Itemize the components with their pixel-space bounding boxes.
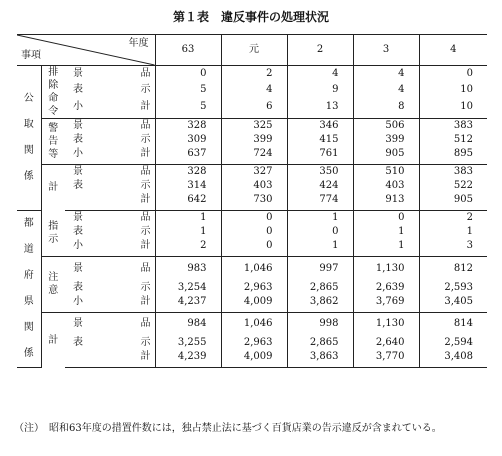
value-cell: 4,239	[155, 350, 221, 368]
table-row	[17, 336, 487, 350]
value-cell: 2,593	[419, 281, 487, 295]
group-label-char: 令	[48, 106, 59, 117]
value-cell: 2,963	[221, 281, 287, 295]
item-label-left: 小	[73, 100, 83, 112]
group-label-char: 注	[48, 272, 59, 284]
table-row	[17, 98, 487, 118]
value-cell: 983	[155, 257, 221, 281]
value-cell: 3,405	[419, 295, 487, 313]
value-cell: 0	[419, 66, 487, 83]
group-label-char: 意	[48, 285, 59, 297]
item-label-right: 示	[103, 179, 155, 193]
header-nendo: 年度	[128, 38, 149, 49]
value-cell: 4	[353, 66, 419, 83]
value-cell: 309	[155, 133, 221, 147]
value-cell: 9	[287, 82, 353, 98]
year-header-gan: 元	[221, 35, 287, 66]
item-label-right: 示	[103, 82, 155, 98]
value-cell: 8	[353, 98, 419, 118]
item-label-left	[65, 350, 103, 368]
year-header-63: 63	[155, 35, 221, 66]
value-cell: 424	[287, 179, 353, 193]
item-label-right: 計	[103, 147, 155, 165]
value-cell: 4	[353, 82, 419, 98]
value-cell: 730	[221, 193, 287, 211]
value-cell: 3,863	[287, 350, 353, 368]
value-cell: 0	[221, 211, 287, 226]
value-cell: 1,130	[353, 257, 419, 281]
value-cell: 5	[155, 98, 221, 118]
value-cell: 1	[419, 225, 487, 239]
table-row	[17, 225, 487, 239]
value-cell: 814	[419, 312, 487, 336]
item-label-right: 示	[103, 133, 155, 147]
value-cell: 2	[155, 239, 221, 257]
value-cell: 905	[419, 193, 487, 211]
value-cell: 642	[155, 193, 221, 211]
value-cell: 1	[155, 211, 221, 226]
item-label-right: 計	[103, 239, 155, 257]
value-cell: 399	[353, 133, 419, 147]
item-label-right: 品	[103, 257, 155, 281]
value-cell: 1	[155, 225, 221, 239]
value-cell: 383	[419, 119, 487, 134]
value-cell: 328	[155, 119, 221, 134]
item-label-right: 品	[103, 211, 155, 226]
item-label-left: 景	[73, 212, 83, 223]
value-cell: 10	[419, 98, 487, 118]
value-cell: 895	[419, 147, 487, 165]
value-cell: 6	[221, 98, 287, 118]
value-cell: 4,009	[221, 295, 287, 313]
value-cell: 403	[353, 179, 419, 193]
value-cell: 0	[221, 225, 287, 239]
value-cell: 1	[287, 239, 353, 257]
section-label	[17, 66, 41, 211]
value-cell: 2	[221, 66, 287, 83]
value-cell: 383	[419, 165, 487, 180]
value-cell: 1	[353, 225, 419, 239]
item-label-left: 景	[65, 312, 103, 336]
section-label-char: 都	[23, 218, 34, 229]
item-label-left	[65, 193, 103, 211]
value-cell: 761	[287, 147, 353, 165]
table-row	[17, 239, 487, 257]
table-row	[17, 281, 487, 295]
value-cell: 3,255	[155, 336, 221, 350]
value-cell: 13	[287, 98, 353, 118]
value-cell: 905	[353, 147, 419, 165]
section-label-char: 取	[23, 119, 34, 130]
table-row	[17, 119, 487, 134]
table-row	[17, 312, 487, 336]
section-label-char: 府	[23, 270, 34, 281]
value-cell: 3,769	[353, 295, 419, 313]
value-cell: 812	[419, 257, 487, 281]
header-jiko: 事項	[21, 50, 41, 61]
item-label-left: 景	[65, 257, 103, 281]
value-cell: 2,865	[287, 281, 353, 295]
group-label-char: 除	[48, 80, 59, 91]
group-label-char: 計	[48, 182, 59, 194]
value-cell: 350	[287, 165, 353, 180]
table-row	[17, 211, 487, 226]
value-cell: 314	[155, 179, 221, 193]
group-label-char: 告	[48, 136, 59, 147]
value-cell: 415	[287, 133, 353, 147]
value-cell: 0	[353, 211, 419, 226]
value-cell: 2,594	[419, 336, 487, 350]
value-cell: 327	[221, 165, 287, 180]
section-label-char: 道	[23, 244, 34, 255]
value-cell: 10	[419, 82, 487, 98]
item-label-right: 品	[103, 119, 155, 134]
value-cell: 998	[287, 312, 353, 336]
item-label-left: 表	[73, 134, 83, 145]
item-label-left: 小	[73, 240, 83, 251]
group-label	[41, 257, 65, 313]
item-label-left: 表	[73, 226, 83, 237]
value-cell: 5	[155, 82, 221, 98]
value-cell: 2,865	[287, 336, 353, 350]
value-cell: 4,237	[155, 295, 221, 313]
value-cell: 1,130	[353, 312, 419, 336]
group-label	[41, 211, 65, 257]
violation-table	[17, 34, 487, 368]
value-cell: 774	[287, 193, 353, 211]
item-label-right: 品	[103, 312, 155, 336]
value-cell: 724	[221, 147, 287, 165]
value-cell: 2,963	[221, 336, 287, 350]
table-row	[17, 257, 487, 281]
item-label-right: 計	[103, 193, 155, 211]
value-cell: 4	[221, 82, 287, 98]
value-cell: 997	[287, 257, 353, 281]
group-label-char: 指	[48, 221, 59, 233]
value-cell: 403	[221, 179, 287, 193]
group-label-char: 示	[48, 234, 59, 246]
value-cell: 2,639	[353, 281, 419, 295]
value-cell: 3,254	[155, 281, 221, 295]
section-label-char: 関	[23, 145, 34, 156]
group-label-char: 命	[48, 93, 59, 104]
value-cell: 0	[221, 239, 287, 257]
item-label-right: 示	[103, 336, 155, 350]
table-row	[17, 66, 487, 83]
table-row	[17, 165, 487, 180]
group-label-char: 計	[48, 334, 59, 346]
section-label-char: 公	[23, 93, 34, 104]
value-cell: 399	[221, 133, 287, 147]
page-title: 第１表 違反事件の処理状況	[172, 10, 329, 24]
section-label	[17, 211, 41, 368]
year-header-4: 4	[419, 35, 487, 66]
item-label-right: 計	[103, 350, 155, 368]
table-body	[17, 35, 487, 368]
table-row	[17, 82, 487, 98]
item-label-right: 計	[103, 295, 155, 313]
group-label-char: 警	[48, 123, 59, 134]
table-row	[17, 193, 487, 211]
value-cell: 1,046	[221, 257, 287, 281]
group-label	[41, 119, 65, 165]
section-label-char: 関	[23, 322, 34, 333]
group-label	[41, 312, 65, 368]
table-row	[17, 133, 487, 147]
value-cell: 1	[287, 211, 353, 226]
item-label-left: 表	[73, 180, 83, 191]
value-cell: 510	[353, 165, 419, 180]
item-label-left: 小	[73, 148, 83, 159]
table-row	[17, 295, 487, 313]
group-label	[41, 165, 65, 211]
group-label	[41, 66, 65, 119]
value-cell: 0	[287, 225, 353, 239]
item-label-left: 景	[65, 119, 103, 134]
item-label-left: 小	[73, 295, 83, 307]
table-row	[17, 147, 487, 165]
value-cell: 522	[419, 179, 487, 193]
year-header-2: 2	[287, 35, 353, 66]
section-label-char: 係	[23, 171, 34, 182]
table-row	[17, 350, 487, 368]
group-label-char: 等	[48, 149, 59, 160]
value-cell: 0	[155, 66, 221, 83]
item-label-right: 計	[103, 98, 155, 118]
value-cell: 3,408	[419, 350, 487, 368]
value-cell: 512	[419, 133, 487, 147]
year-header-3: 3	[353, 35, 419, 66]
value-cell: 4,009	[221, 350, 287, 368]
corner-header-cell	[17, 35, 155, 66]
item-label-left: 景	[65, 165, 103, 180]
footnote: （注） 昭和63年度の措置件数には，独占禁止法に基づく百貨店業の告示違反が含まれている。	[14, 423, 442, 434]
value-cell: 328	[155, 165, 221, 180]
value-cell: 4	[287, 66, 353, 83]
item-label-left: 表	[73, 281, 83, 293]
value-cell: 913	[353, 193, 419, 211]
value-cell: 2	[419, 211, 487, 226]
section-label-char: 県	[23, 296, 34, 307]
value-cell: 325	[221, 119, 287, 134]
table-row	[17, 179, 487, 193]
value-cell: 3,862	[287, 295, 353, 313]
value-cell: 1	[353, 239, 419, 257]
item-label-right: 示	[103, 281, 155, 295]
value-cell: 1,046	[221, 312, 287, 336]
value-cell: 637	[155, 147, 221, 165]
value-cell: 3,770	[353, 350, 419, 368]
item-label-left: 景	[73, 68, 83, 80]
value-cell: 3	[419, 239, 487, 257]
value-cell: 506	[353, 119, 419, 134]
item-label-right: 品	[103, 66, 155, 83]
item-label-left: 表	[73, 337, 83, 348]
value-cell: 2,640	[353, 336, 419, 350]
value-cell: 984	[155, 312, 221, 336]
header-row	[17, 35, 487, 66]
item-label-right: 品	[103, 165, 155, 180]
group-label-char: 排	[48, 67, 59, 78]
item-label-left: 表	[73, 84, 83, 96]
section-label-char: 係	[23, 348, 34, 359]
item-label-right: 示	[103, 225, 155, 239]
value-cell: 346	[287, 119, 353, 134]
